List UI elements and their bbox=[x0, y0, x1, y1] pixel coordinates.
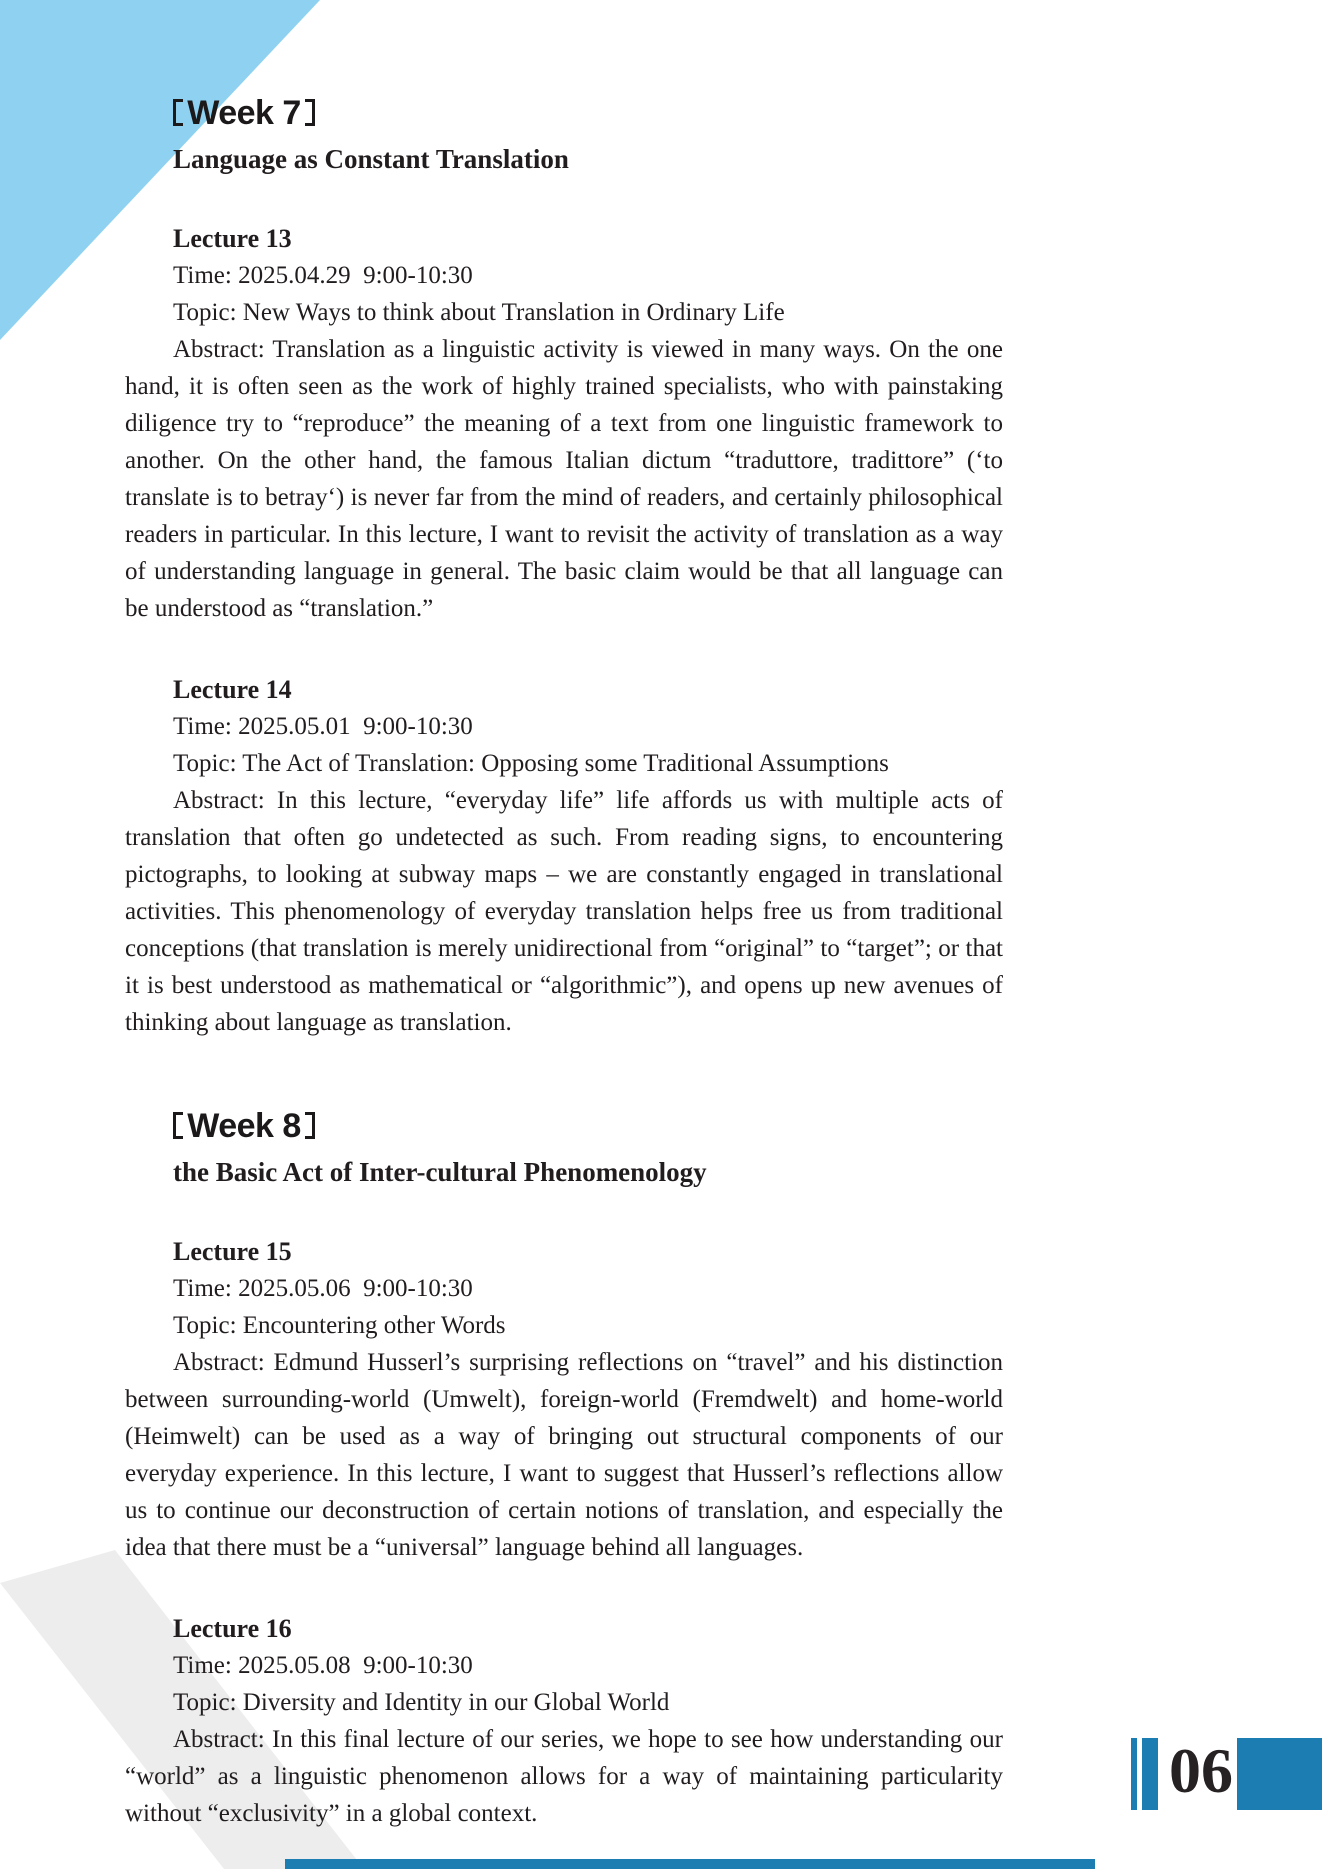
lecture-16-block bbox=[125, 1610, 1003, 1832]
lecture-14-block bbox=[125, 671, 1003, 1041]
page-number-badge bbox=[1131, 1735, 1322, 1810]
week-heading-label: Week 7 bbox=[187, 94, 301, 132]
week-7-section bbox=[125, 92, 1003, 1041]
lecture-title: Lecture 14 bbox=[173, 675, 292, 704]
lecture-abstract: Abstract: In this lecture, “everyday life” life affords us with multiple acts of translation that often go undetected as such. From reading signs, to encountering pictographs, to looking at subway maps – we are constantly engaged in translational activities. This phenomenology of everyday translation helps free us from traditional conceptions (that translation is merely unidirectional from “original” to “target”; or that it is best understood as mathematical or “algorithmic”), and opens up new avenues of thinking about language as translation. bbox=[125, 787, 1003, 1036]
lecture-abstract: Abstract: Edmund Husserl’s surprising reflections on “travel” and his distinction between surrounding-world (Umwelt), foreign-world (Fremdwelt) and home-world (Heimwelt) can be used as a way of bringing out structural components of our everyday experience. In this lecture, I want to suggest that Husserl’s reflections allow us to continue our deconstruction of certain notions of translation, and especially the idea that there must be a “universal” language behind all languages. bbox=[125, 1349, 1003, 1561]
page-content bbox=[125, 92, 1003, 1832]
lecture-topic: Topic: Diversity and Identity in our Global World bbox=[173, 1689, 670, 1716]
week-heading bbox=[173, 92, 1003, 134]
lecture-topic: Topic: New Ways to think about Translation in Ordinary Life bbox=[173, 299, 785, 326]
page-number-bar-thick bbox=[1142, 1738, 1158, 1810]
lecture-time: Time: 2025.05.06 9:00-10:30 bbox=[173, 1275, 473, 1302]
lecture-13-block bbox=[125, 220, 1003, 627]
week-subtitle: Language as Constant Translation bbox=[173, 144, 569, 174]
lenticular-bracket-left-icon bbox=[173, 99, 183, 126]
lecture-title: Lecture 15 bbox=[173, 1237, 292, 1266]
lecture-topic: Topic: The Act of Translation: Opposing some Traditional Assumptions bbox=[173, 750, 889, 777]
lecture-15-block bbox=[125, 1233, 1003, 1566]
lenticular-bracket-right-icon bbox=[305, 1112, 315, 1139]
lecture-abstract: Abstract: In this final lecture of our series, we hope to see how understanding our “world” as a linguistic phenomenon allows for a way of maintaining particularity without “exclusivity” in a global context. bbox=[125, 1726, 1003, 1827]
week-8-section bbox=[125, 1105, 1003, 1832]
lecture-title: Lecture 13 bbox=[173, 224, 292, 253]
bottom-accent-bar bbox=[285, 1859, 1095, 1869]
page-number-bar-thin bbox=[1131, 1738, 1137, 1810]
week-heading-label: Week 8 bbox=[187, 1107, 301, 1145]
lecture-title: Lecture 16 bbox=[173, 1614, 292, 1643]
lecture-time: Time: 2025.04.29 9:00-10:30 bbox=[173, 262, 473, 289]
lecture-time: Time: 2025.05.01 9:00-10:30 bbox=[173, 713, 473, 740]
page-number: 06 bbox=[1169, 1735, 1233, 1806]
week-subtitle: the Basic Act of Inter-cultural Phenomenology bbox=[173, 1157, 707, 1187]
lenticular-bracket-right-icon bbox=[305, 99, 315, 126]
week-heading bbox=[173, 1105, 1003, 1147]
lecture-time: Time: 2025.05.08 9:00-10:30 bbox=[173, 1652, 473, 1679]
page-number-block bbox=[1237, 1738, 1322, 1810]
lenticular-bracket-left-icon bbox=[173, 1112, 183, 1139]
lecture-abstract: Abstract: Translation as a linguistic activity is viewed in many ways. On the one hand, it is often seen as the work of highly trained specialists, who with painstaking diligence try to “reproduce” the meaning of a text from one linguistic framework to another. On the other hand, the famous Italian dictum “traduttore, tradittore” (‘to translate is to betray‘) is never far from the mind of readers, and certainly philosophical readers in particular. In this lecture, I want to revisit the activity of translation as a way of understanding language in general. The basic claim would be that all language can be understood as “translation.” bbox=[125, 336, 1003, 622]
lecture-topic: Topic: Encountering other Words bbox=[173, 1312, 506, 1339]
